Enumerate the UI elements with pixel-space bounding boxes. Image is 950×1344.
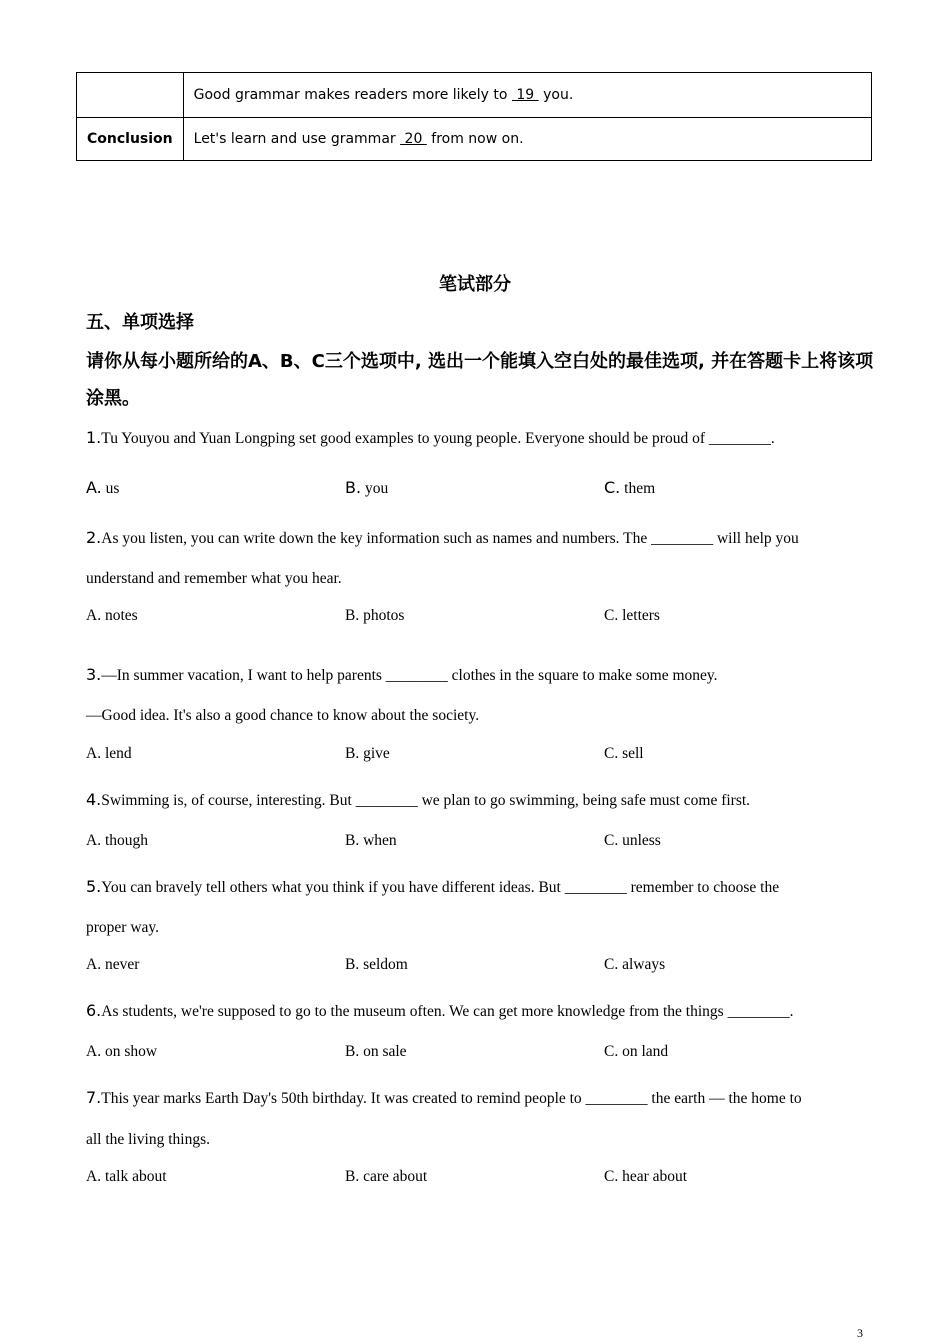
question-3-line-2: —Good idea. It's also a good chance to know about the society.	[86, 707, 480, 724]
question-6-line-1: 6.As students, we're supposed to go to the museum often. We can get more knowledge from the things ________.	[86, 1001, 794, 1020]
option-a: A. notes	[86, 607, 138, 624]
option-c: C. on land	[604, 1043, 669, 1060]
option-c: C. hear about	[604, 1168, 688, 1185]
table-content-cell: Let's learn and use grammar 20 from now on.	[183, 118, 871, 161]
table-content-cell: Good grammar makes readers more likely to 19 you.	[183, 73, 871, 118]
table-row	[77, 118, 872, 161]
option-b: B. you	[345, 478, 389, 497]
option-a: A. though	[86, 832, 149, 849]
section-title: 笔试部分	[439, 274, 511, 295]
page-number: 3	[857, 1326, 863, 1340]
answer-blank-20: 20	[400, 131, 427, 147]
option-b: B. when	[345, 832, 397, 849]
option-a: A. never	[86, 956, 140, 973]
table-label-cell: Conclusion	[77, 118, 184, 161]
option-c: C. unless	[604, 832, 661, 849]
option-b: B. photos	[345, 607, 405, 624]
answer-blank-19: 19	[511, 87, 539, 103]
question-number: 5.	[86, 877, 102, 896]
question-7-line-2: all the living things.	[86, 1131, 210, 1148]
table-label-cell	[77, 73, 184, 118]
question-5-line-2: proper way.	[86, 919, 160, 936]
question-number: 6.	[86, 1001, 102, 1020]
option-a: A. us	[86, 478, 120, 497]
instructions: 请你从每小题所给的A、B、C三个选项中, 选出一个能填入空白处的最佳选项, 并在答题卡上将该项涂黑。	[86, 351, 874, 409]
question-4-line-1: 4.Swimming is, of course, interesting. But ________ we plan to go swimming, being safe must come first.	[86, 790, 751, 809]
option-b: B. on sale	[345, 1043, 407, 1060]
question-2-line-2: understand and remember what you hear.	[86, 570, 342, 587]
question-2-line-1: 2.As you listen, you can write down the key information such as names and numbers. The ________ will help you	[86, 528, 799, 547]
option-c: C. always	[604, 956, 666, 973]
question-number: 4.	[86, 790, 102, 809]
question-7-line-1: 7.This year marks Earth Day's 50th birthday. It was created to remind people to ________ the earth — the home to	[86, 1088, 802, 1107]
question-1-line-1: 1.Tu Youyou and Yuan Longping set good examples to young people. Everyone should be proud of ________.	[86, 428, 775, 447]
summary-table	[76, 72, 872, 161]
question-number: 7.	[86, 1088, 102, 1107]
option-c: C. them	[604, 478, 656, 497]
option-a: A. talk about	[86, 1168, 167, 1185]
option-b: B. give	[345, 745, 390, 762]
question-3-line-1: 3.—In summer vacation, I want to help parents ________ clothes in the square to make some money.	[86, 665, 718, 684]
table-row	[77, 73, 872, 118]
option-b: B. care about	[345, 1168, 428, 1185]
option-b: B. seldom	[345, 956, 408, 973]
question-number: 1.	[86, 428, 102, 447]
option-a: A. lend	[86, 745, 132, 762]
option-c: C. sell	[604, 745, 644, 762]
question-number: 3.	[86, 665, 102, 684]
part-heading: 五、单项选择	[86, 312, 194, 333]
question-number: 2.	[86, 528, 102, 547]
option-c: C. letters	[604, 607, 660, 624]
question-5-line-1: 5.You can bravely tell others what you think if you have different ideas. But ________ remember to choose the	[86, 877, 780, 896]
option-a: A. on show	[86, 1043, 158, 1060]
